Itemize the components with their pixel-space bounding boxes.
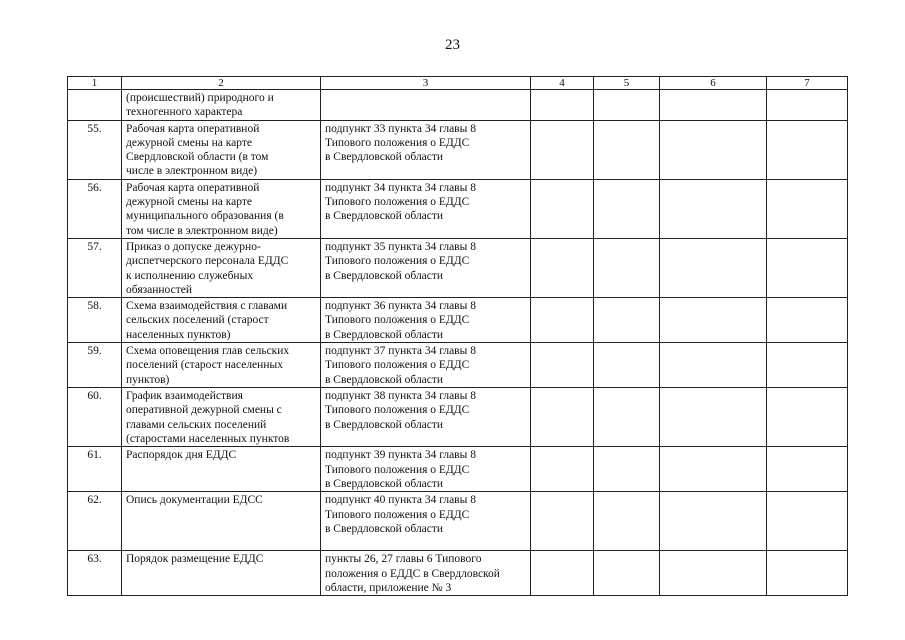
- empty-cell: [767, 343, 848, 388]
- empty-cell: [767, 120, 848, 179]
- empty-cell: [594, 343, 660, 388]
- document-name: (происшествий) природного и техногенного характера: [122, 90, 321, 121]
- row-number: 61.: [68, 447, 122, 492]
- empty-cell: [594, 298, 660, 343]
- row-number: 60.: [68, 388, 122, 447]
- empty-cell: [531, 179, 594, 238]
- empty-cell: [594, 238, 660, 297]
- page-number: 23: [445, 37, 460, 53]
- empty-cell: [660, 298, 767, 343]
- table-row: [68, 551, 848, 596]
- column-header: 7: [767, 77, 848, 90]
- empty-cell: [767, 447, 848, 492]
- document-name: Рабочая карта оперативной дежурной смены на карте Свердловской области (в том числе в электронном виде): [122, 120, 321, 179]
- empty-cell: [531, 551, 594, 596]
- legal-basis: подпункт 35 пункта 34 главы 8 Типового положения о ЕДДС в Свердловской области: [321, 238, 531, 297]
- table-row: [68, 120, 848, 179]
- document-name: Рабочая карта оперативной дежурной смены на карте муниципального образования (в том числе в электронном виде): [122, 179, 321, 238]
- empty-cell: [660, 90, 767, 121]
- empty-cell: [531, 238, 594, 297]
- table-row: [68, 388, 848, 447]
- legal-basis: подпункт 33 пункта 34 главы 8 Типового положения о ЕДДС в Свердловской области: [321, 120, 531, 179]
- column-header: 3: [321, 77, 531, 90]
- empty-cell: [767, 298, 848, 343]
- row-number: 59.: [68, 343, 122, 388]
- empty-cell: [594, 120, 660, 179]
- row-number: [68, 90, 122, 121]
- empty-cell: [767, 492, 848, 551]
- empty-cell: [531, 492, 594, 551]
- legal-basis: подпункт 39 пункта 34 главы 8 Типового положения о ЕДДС в Свердловской области: [321, 447, 531, 492]
- row-number: 56.: [68, 179, 122, 238]
- legal-basis: [321, 90, 531, 121]
- row-number: 62.: [68, 492, 122, 551]
- row-number: 57.: [68, 238, 122, 297]
- empty-cell: [660, 343, 767, 388]
- empty-cell: [531, 388, 594, 447]
- table-row: [68, 238, 848, 297]
- column-header: 5: [594, 77, 660, 90]
- column-header: 2: [122, 77, 321, 90]
- empty-cell: [767, 90, 848, 121]
- empty-cell: [531, 447, 594, 492]
- empty-cell: [594, 388, 660, 447]
- document-table: [67, 76, 848, 596]
- document-name: Опись документации ЕДСС: [122, 492, 321, 551]
- table-row: [68, 343, 848, 388]
- empty-cell: [767, 179, 848, 238]
- table-row: [68, 90, 848, 121]
- table-row: [68, 298, 848, 343]
- empty-cell: [531, 90, 594, 121]
- document-name: Схема взаимодействия с главами сельских поселений (старост населенных пунктов): [122, 298, 321, 343]
- document-name: Распорядок дня ЕДДС: [122, 447, 321, 492]
- empty-cell: [660, 388, 767, 447]
- empty-cell: [767, 551, 848, 596]
- empty-cell: [594, 179, 660, 238]
- document-name: Порядок размещение ЕДДС: [122, 551, 321, 596]
- table-row: [68, 447, 848, 492]
- column-header: 4: [531, 77, 594, 90]
- empty-cell: [660, 447, 767, 492]
- legal-basis: пункты 26, 27 главы 6 Типового положения о ЕДДС в Свердловской области, приложение № 3: [321, 551, 531, 596]
- row-number: 63.: [68, 551, 122, 596]
- column-header: 1: [68, 77, 122, 90]
- document-name: Схема оповещения глав сельских поселений (старост населенных пунктов): [122, 343, 321, 388]
- legal-basis: подпункт 37 пункта 34 главы 8 Типового положения о ЕДДС в Свердловской области: [321, 343, 531, 388]
- legal-basis: подпункт 40 пункта 34 главы 8 Типового положения о ЕДДС в Свердловской области: [321, 492, 531, 551]
- column-header-row: [68, 77, 848, 90]
- empty-cell: [767, 388, 848, 447]
- empty-cell: [660, 238, 767, 297]
- empty-cell: [767, 238, 848, 297]
- column-header: 6: [660, 77, 767, 90]
- empty-cell: [660, 179, 767, 238]
- empty-cell: [531, 298, 594, 343]
- empty-cell: [594, 447, 660, 492]
- empty-cell: [660, 492, 767, 551]
- empty-cell: [531, 120, 594, 179]
- empty-cell: [531, 343, 594, 388]
- row-number: 58.: [68, 298, 122, 343]
- table-row: [68, 492, 848, 551]
- empty-cell: [660, 551, 767, 596]
- empty-cell: [594, 90, 660, 121]
- empty-cell: [594, 551, 660, 596]
- legal-basis: подпункт 34 пункта 34 главы 8 Типового положения о ЕДДС в Свердловской области: [321, 179, 531, 238]
- table-row: [68, 179, 848, 238]
- legal-basis: подпункт 38 пункта 34 главы 8 Типового положения о ЕДДС в Свердловской области: [321, 388, 531, 447]
- row-number: 55.: [68, 120, 122, 179]
- document-name: Приказ о допуске дежурно- диспетчерского персонала ЕДДС к исполнению служебных обязанностей: [122, 238, 321, 297]
- document-name: График взаимодействия оперативной дежурной смены с главами сельских поселений (старостами населенных пунктов: [122, 388, 321, 447]
- empty-cell: [660, 120, 767, 179]
- legal-basis: подпункт 36 пункта 34 главы 8 Типового положения о ЕДДС в Свердловской области: [321, 298, 531, 343]
- empty-cell: [594, 492, 660, 551]
